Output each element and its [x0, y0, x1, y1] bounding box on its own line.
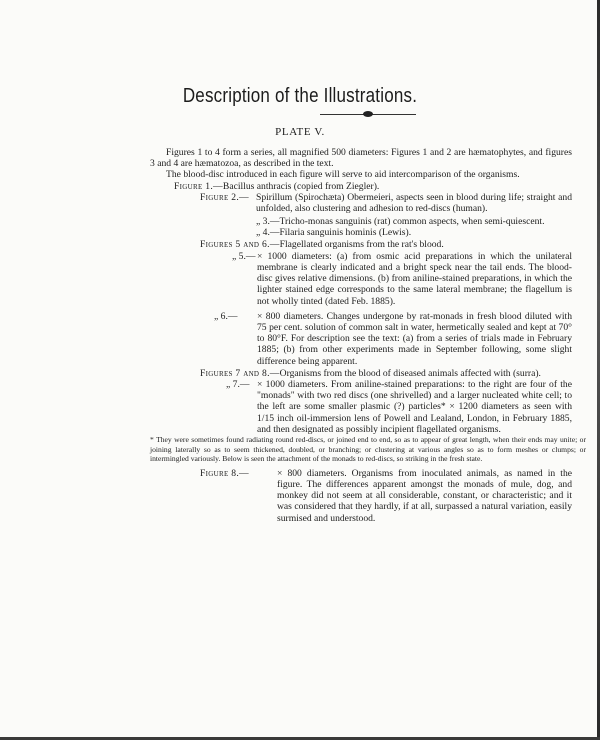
- figure-label: Figure 8.—: [200, 467, 249, 479]
- figure-3-entry: [256, 216, 572, 227]
- figure-description: Organisms from the blood of diseased animals affected with (surra).: [279, 367, 541, 379]
- figure-label: „ 7.—: [226, 379, 250, 391]
- figure-8-entry: [200, 468, 572, 524]
- figure-description: Spirillum (Spirochæta) Obermeieri, aspects seen in blood during life; straight and unfolded, also clustering and adhesion to red-discs (human).: [256, 191, 572, 215]
- figures-5-6-entry: [200, 239, 572, 250]
- figure-description: × 1000 diameters: (a) from osmic acid preparations in which the unilateral membrane is clearly indicated and a bright speck near the tail ends. The blood-disc gives relative dimensions. (b) from aniline-stained preparations, in which the lighter stained edge corresponds to the same lateral membrane; the flagellum is not wholly tinted (dated Feb. 1885).: [257, 250, 572, 307]
- figures-7-8-entry: [200, 368, 572, 379]
- figure-1-entry: [174, 181, 572, 192]
- plate-heading: PLATE V.: [275, 126, 325, 138]
- figure-label: Figure 2.—: [200, 191, 249, 203]
- figure-label: „ 6.—: [214, 310, 238, 322]
- figure-description: Bacillus anthracis (copied from Ziegler).: [222, 180, 380, 192]
- figure-description: × 800 diameters. Organisms from inoculated animals, as named in the figure. The differences apparent amongst the monads of mule, dog, and monkey did not seem at all considerable, constant, or characteristic; and it was considered that they hardly, if at all, surpassed a natural variation, easily surmised and understood.: [277, 467, 572, 524]
- page-title: Description of the Illustrations.: [182, 84, 418, 107]
- figure-label: „ 3.—: [256, 216, 280, 228]
- figure-description: Filaria sanguinis hominis (Lewis).: [279, 227, 412, 239]
- figure-description: × 800 diameters. Changes undergone by rat-monads in fresh blood diluted with 75 per cent. solution of common salt in water, hermetically sealed and kept at 70° to 80°F. For description see the text: (a) from a series of trials made in February 1885; (b) from other experiments made in September following, some slight difference being apparent.: [257, 310, 572, 367]
- figure-label: Figure 1.—: [174, 180, 223, 192]
- figure-description: × 1000 diameters. From aniline-stained preparations: to the right are four of the "monads" with two red discs (one shrivelled) and a larger nucleated white cell; to the left are some smaller plasmic (?) particles* × 1200 diameters as seen with 1/15 inch oil-immersion lens of Powell and Lealand, London, in February 1885, and then designated as possibly incipient flagellated organisms.: [257, 379, 572, 435]
- figure-4-entry: [256, 227, 572, 238]
- figure-label: „ 4.—: [256, 227, 280, 239]
- title-rule-ornament: [363, 111, 373, 117]
- intro-paragraph: The blood-disc introduced in each figure will serve to aid intercomparison of the organisms.: [166, 169, 520, 181]
- figure-description: Flagellated organisms from the rat's blood.: [279, 238, 444, 250]
- footnote: * They were sometimes found radiating round red-discs, or joined end to end, so as to appear of great length, when their ends may unite; or joining laterally so as to seem thickened, doubled, or branching; or clustering at various angles so as to form meshes or clumps; or intermingled variously. Below is seen the attachment of the monads to red-discs, so striking in the fresh state.: [150, 435, 586, 464]
- figure-label: „ 5.—: [232, 250, 256, 262]
- figure-label: Figures 5 and 6.—: [200, 238, 280, 250]
- figure-label: Figures 7 and 8.—: [200, 367, 280, 379]
- figure-description: Tricho-monas sanguinis (rat) common aspects, when semi-quiescent.: [279, 216, 545, 228]
- intro-paragraph: Figures 1 to 4 form a series, all magnified 500 diameters: Figures 1 and 2 are hæmatophytes, and figures 3 and 4 are hæmatozoa, as described in the text.: [150, 147, 572, 170]
- figure-5-entry: [232, 251, 572, 307]
- figure-2-entry: [200, 192, 572, 214]
- figure-7-entry: [226, 379, 572, 435]
- figure-6-entry: [214, 311, 572, 367]
- description-body: [150, 147, 586, 524]
